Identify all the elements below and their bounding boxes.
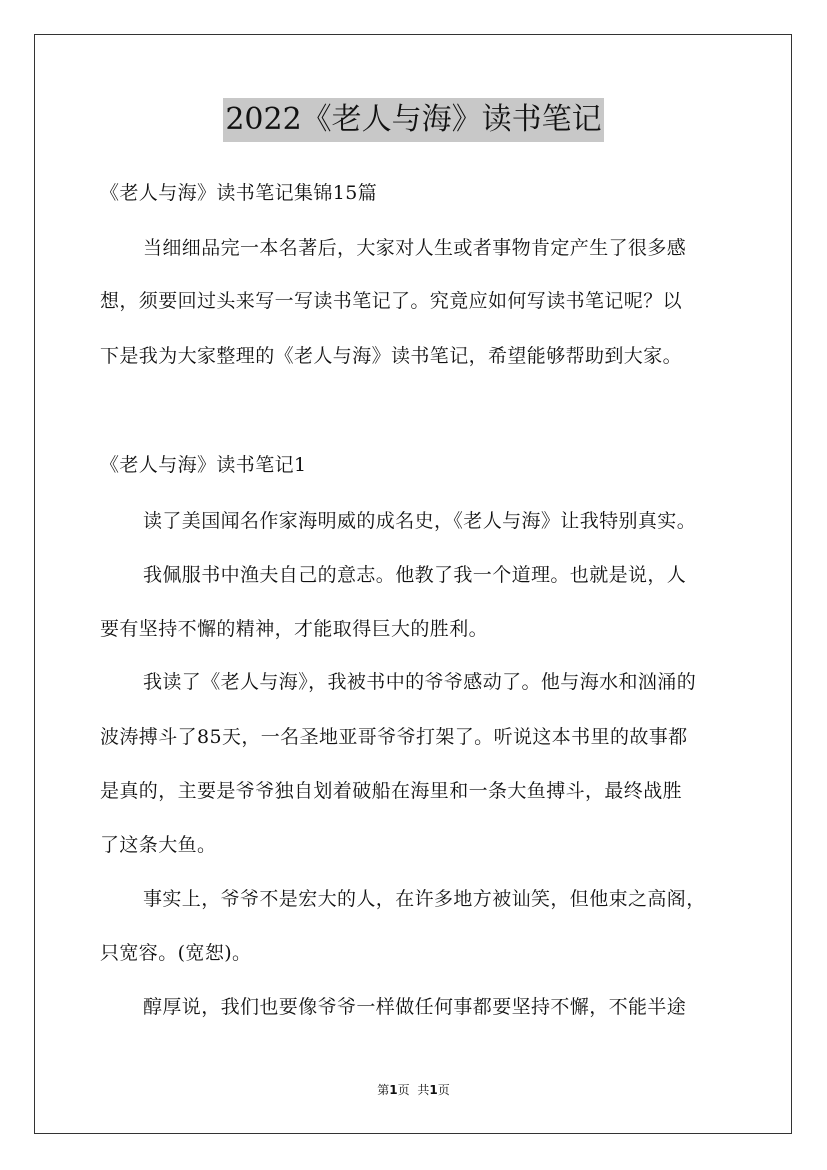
footer-total-prefix: 共 (417, 1083, 430, 1097)
body-line-1: 读了美国闻名作家海明威的成名史，《老人与海》让我特别真实。 (143, 510, 697, 532)
document-subtitle: 《老人与海》读书笔记集锦15篇 (100, 182, 378, 204)
body-line-6: 是真的，主要是爷爷独自划着破船在海里和一条大鱼搏斗，最终战胜 (100, 780, 683, 802)
title-container (0, 98, 827, 142)
footer-page-number: 1 (389, 1083, 398, 1097)
footer-page-suffix: 页 (397, 1083, 410, 1097)
body-line-5: 波涛搏斗了85天，一名圣地亚哥爷爷打架了。听说这本书里的故事都 (100, 726, 688, 748)
section-heading: 《老人与海》读书笔记1 (100, 454, 307, 476)
footer-total-suffix: 页 (437, 1083, 450, 1097)
intro-line-2: 想，须要回过头来写一写读书笔记了。究竟应如何写读书笔记呢？以 (100, 290, 683, 312)
body-line-9: 只宽容。(宽恕)。 (100, 942, 252, 964)
body-line-4: 我读了《老人与海》，我被书中的爷爷感动了。他与海水和汹涌的 (143, 671, 697, 693)
body-line-8: 事实上，爷爷不是宏大的人，在许多地方被讪笑，但他束之高阁， (143, 888, 706, 910)
body-line-3: 要有坚持不懈的精神，才能取得巨大的胜利。 (100, 618, 489, 640)
body-line-2: 我佩服书中渔夫自己的意志。他教了我一个道理。也就是说，人 (143, 564, 687, 586)
page-footer (0, 1082, 827, 1098)
document-title: 2022《老人与海》读书笔记 (223, 98, 603, 142)
intro-line-1: 当细细品完一本名著后，大家对人生或者事物肯定产生了很多感 (143, 237, 687, 259)
intro-line-3: 下是我为大家整理的《老人与海》读书笔记，希望能够帮助到大家。 (100, 345, 683, 367)
body-line-7: 了这条大鱼。 (100, 834, 217, 856)
footer-total-number: 1 (429, 1083, 438, 1097)
footer-page-prefix: 第 (377, 1083, 390, 1097)
body-line-10: 醇厚说，我们也要像爷爷一样做任何事都要坚持不懈，不能半途 (143, 996, 687, 1018)
